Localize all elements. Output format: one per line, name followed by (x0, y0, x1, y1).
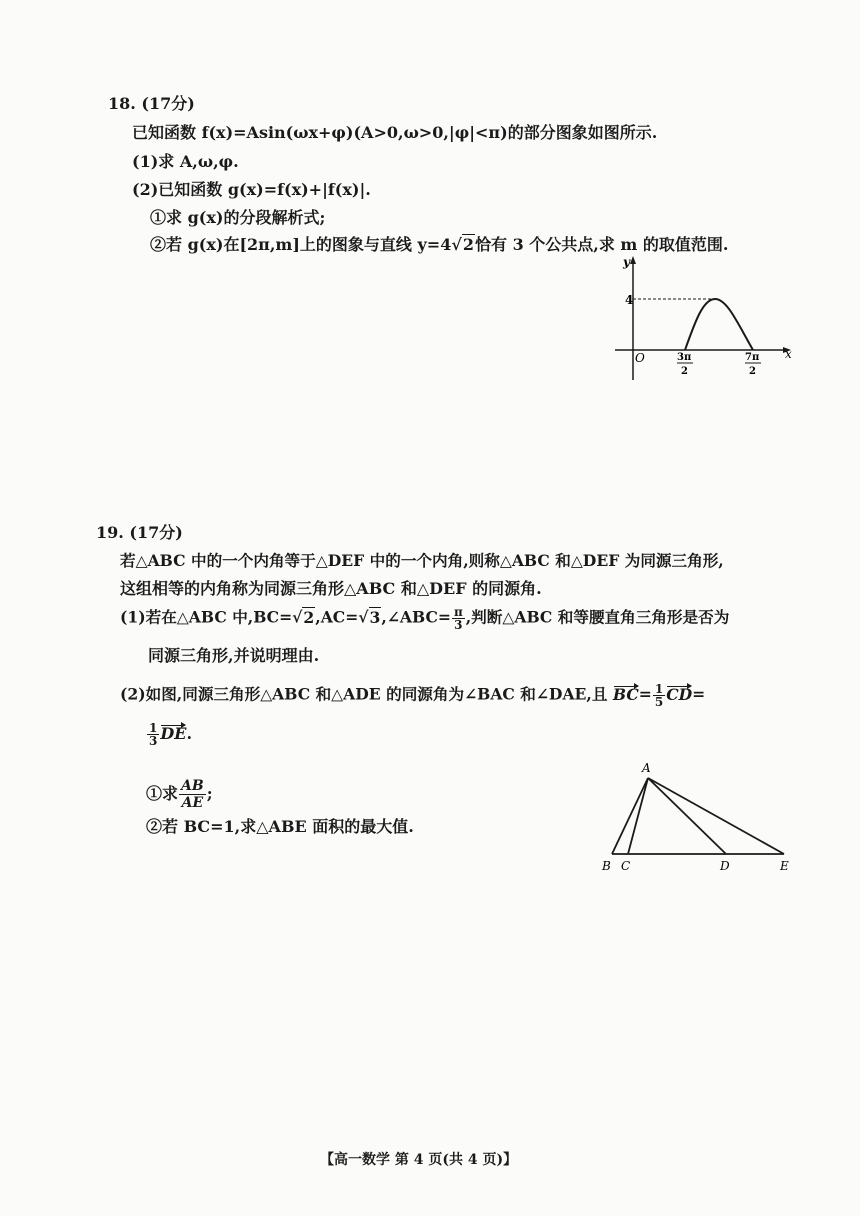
q19-sub1-a: ①求 (146, 784, 179, 803)
q19-p1-sqrt2: 3 (369, 607, 381, 627)
q18-sub1: ①求 g(x)的分段解析式; (150, 208, 326, 227)
q19-sub1-frac (179, 778, 206, 811)
triangle-figure (596, 758, 796, 878)
q19-p1-a: (1)若在△ABC 中,BC= (120, 607, 293, 627)
q19-p2-a: (2)如图,同源三角形△ABC 和△ADE 的同源角为∠BAC 和∠DAE,且 (120, 684, 608, 704)
q19-part1 (120, 606, 729, 631)
q19-p2-end: . (186, 724, 193, 743)
q19-p2-frac (653, 683, 665, 708)
sine-graph (605, 252, 805, 392)
y-tick-label: 4 (625, 293, 634, 307)
q19-part2-line2 (146, 722, 192, 747)
q19-p1-d: ,判断△ABC 和等腰直角三角形是否为 (465, 607, 730, 627)
vector-bc: BC (612, 684, 639, 704)
q18-part1: (1)求 A,ω,φ. (132, 152, 239, 171)
label-b: B (602, 859, 611, 873)
origin-label: O (635, 351, 645, 365)
sqrt-symbol: √ (358, 607, 369, 627)
q19-p1-sqrt1: 2 (303, 607, 315, 627)
frac-den: AE (181, 795, 204, 811)
x-tick2-den: 2 (749, 366, 756, 377)
frac-den: 5 (654, 695, 664, 709)
q19-p2-eq2: = (692, 684, 706, 704)
q19-p1-frac (452, 606, 465, 631)
frac-num: AB (181, 778, 204, 794)
page-footer: 【高一数学 第 4 页(共 4 页)】 (320, 1152, 518, 1168)
q19-sub1 (146, 778, 213, 811)
segment-ab (612, 778, 648, 854)
q19-p2-frac2 (147, 722, 159, 747)
q19-p1-c: ,∠ABC= (381, 607, 451, 627)
q18-sub2-a: ②若 g(x)在[2π,m]上的图象与直线 y=4 (150, 235, 452, 254)
frac-den: 3 (149, 734, 158, 748)
q19-p1-b: ,AC= (315, 607, 359, 627)
vector-de: DE (160, 724, 187, 743)
q18-sub2-b: 恰有 3 个公共点,求 m 的取值范围. (475, 235, 729, 254)
q18-stem: 已知函数 f(x)=Asin(ωx+φ)(A>0,ω>0,|φ|<π)的部分图象如图所示. (132, 123, 658, 142)
q19-p2-eq1: = (638, 684, 652, 704)
x-tick2-num: 7π (745, 352, 760, 363)
y-axis-label: y (623, 255, 630, 269)
label-d: D (720, 859, 730, 873)
frac-num: π (453, 605, 463, 619)
x-axis-label: x (785, 347, 792, 361)
x-tick1-num: 3π (677, 352, 692, 363)
frac-den: 3 (454, 618, 463, 632)
q18-part2: (2)已知函数 g(x)=f(x)+|f(x)|. (132, 180, 371, 199)
q19-sub2: ②若 BC=1,求△ABE 面积的最大值. (146, 817, 414, 836)
q18-heading: 18. (17分) (108, 94, 195, 113)
sqrt-symbol: √ (451, 235, 462, 254)
sqrt-symbol: √ (292, 607, 303, 627)
segment-ae (648, 778, 784, 854)
q19-part1-line2: 同源三角形,并说明理由. (148, 646, 320, 665)
frac-num: 1 (654, 682, 664, 696)
y-axis-arrow (630, 256, 636, 264)
label-e: E (780, 859, 789, 873)
frac-num: 1 (149, 721, 158, 735)
sine-curve (685, 299, 753, 350)
vector-cd: CD (666, 684, 693, 704)
x-tick1-den: 2 (681, 366, 688, 377)
q19-line2: 这组相等的内角称为同源三角形△ABC 和△DEF 的同源角. (120, 579, 542, 598)
q19-sub1-b: ; (206, 784, 213, 803)
q18-sub2-sqrt: 2 (462, 235, 474, 254)
label-a: A (642, 761, 651, 775)
segment-ac (628, 778, 648, 854)
label-c: C (621, 859, 631, 873)
q19-line1: 若△ABC 中的一个内角等于△DEF 中的一个内角,则称△ABC 和△DEF 为同源三角形, (120, 551, 724, 570)
q19-heading: 19. (17分) (96, 523, 183, 542)
q19-part2 (120, 683, 705, 708)
